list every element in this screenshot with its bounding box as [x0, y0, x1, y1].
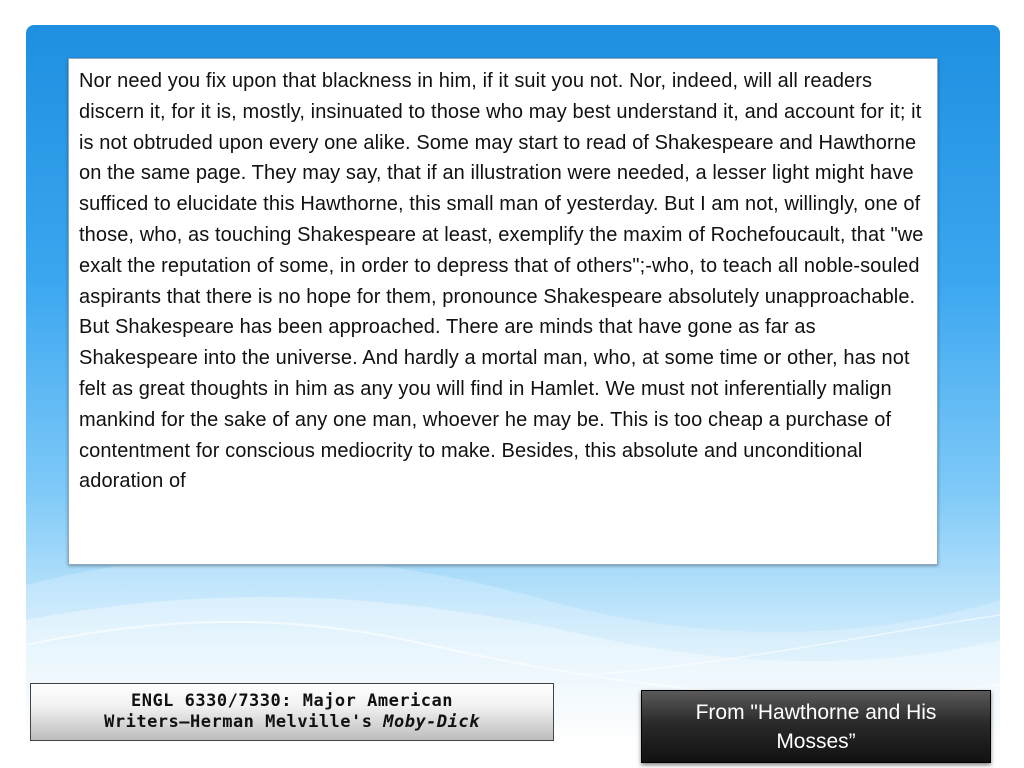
course-title-prefix: Writers—Herman Melville's: [104, 712, 384, 732]
quote-passage: Nor need you fix upon that blackness in him, if it suit you not. Nor, indeed, will all readers discern it, for it is, mostly, insinuated to those who may best understand it, and account for it; it is not obtruded upon every one alike. Some may start to read of Shakespeare and Hawthorne on the same page. They may say, that if an illustration were needed, a lesser light might have sufficed to elucidate this Hawthorne, this small man of yesterday. But I am not, willingly, one of those, who, as touching Shakespeare at least, exemplify the maxim of Rochefoucault, that "we exalt the reputation of some, in order to depress that of others";-who, to teach all noble-souled aspirants that there is no hope for them, pronounce Shakespeare absolutely unapproachable. But Shakespeare has been approached. There are minds that have gone as far as Shakespeare into the universe. And hardly a mortal man, who, at some time or other, has not felt as great thoughts in him as any you will find in Hamlet. We must not inferentially malign mankind for the sake of any one man, whoever he may be. This is too cheap a purchase of contentment for conscious mediocrity to make. Besides, this absolute and unconditional adoration of: [79, 70, 924, 493]
source-label: From "Hawthorne and His Mosses”: [695, 700, 937, 753]
course-title-line-2: [104, 712, 480, 733]
source-label-box: [641, 690, 991, 763]
course-title-line-1: ENGL 6330/7330: Major American: [130, 691, 454, 711]
book-title: Moby-Dick: [383, 712, 480, 732]
course-title-box: [30, 683, 554, 741]
quote-text-box: [68, 58, 938, 565]
